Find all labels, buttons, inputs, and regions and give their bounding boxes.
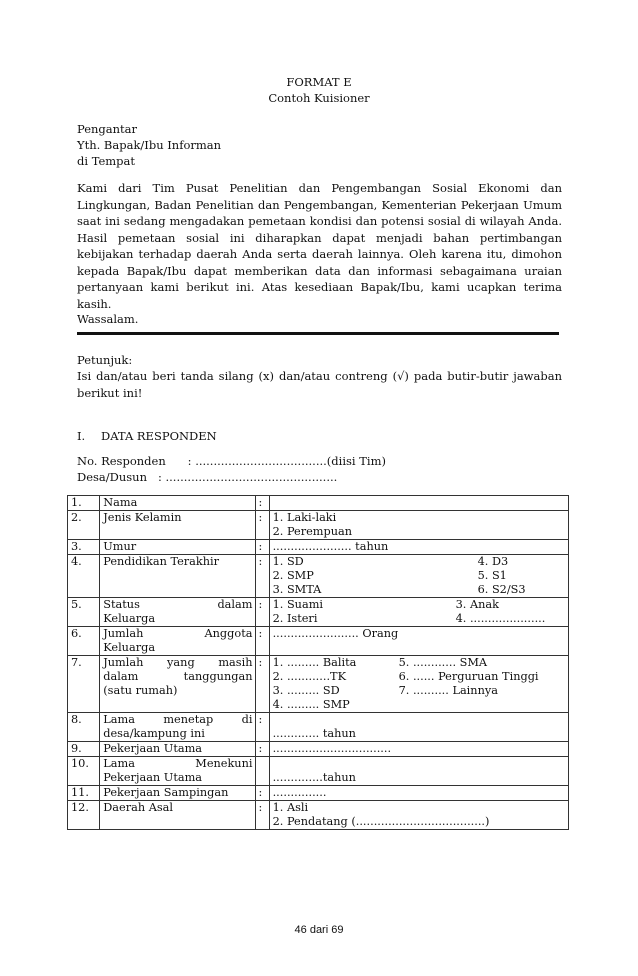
table-row	[68, 540, 569, 555]
option[interactable]: 2. SMP	[272, 569, 314, 582]
table-row	[68, 801, 569, 830]
field-label	[100, 713, 256, 742]
row-number: 8.	[68, 713, 100, 742]
table-row	[68, 742, 569, 757]
row-number: 7.	[68, 656, 100, 713]
field-label: Umur	[100, 540, 256, 555]
option[interactable]: ..............tahun	[272, 771, 356, 784]
option[interactable]: 2. Pendatang (....................................)	[272, 815, 490, 828]
address-line-3: di Tempat	[77, 154, 136, 168]
option[interactable]: 3. Anak	[455, 598, 499, 611]
row-number: 5.	[68, 598, 100, 627]
label-word: Keluarga	[103, 641, 156, 654]
field-label: Pekerjaan Sampingan	[100, 786, 256, 801]
separator: :	[256, 540, 269, 555]
answer-field[interactable]	[269, 511, 568, 540]
separator	[256, 757, 269, 786]
field-label: Pekerjaan Utama	[100, 742, 256, 757]
option[interactable]: 5. S1	[477, 569, 507, 582]
option[interactable]: 7. .......... Lainnya	[398, 684, 498, 697]
option[interactable]: 2. Isteri	[272, 612, 318, 625]
option[interactable]: 2. ............TK	[272, 670, 347, 683]
label-word: di	[241, 713, 253, 726]
table-row	[68, 598, 569, 627]
label-word: Menekuni	[195, 757, 253, 770]
row-number: 9.	[68, 742, 100, 757]
separator: :	[256, 742, 269, 757]
answer-field[interactable]: ........................ Orang	[269, 627, 568, 656]
answer-field[interactable]	[269, 713, 568, 742]
label-line: Pekerjaan Utama	[103, 771, 203, 784]
village-line: Desa/Dusun : ...............................................	[77, 470, 338, 484]
option[interactable]: 1. Asli	[272, 801, 309, 814]
label-word: Lama	[103, 757, 135, 770]
answer-field[interactable]: .................................	[269, 742, 568, 757]
field-label	[100, 656, 256, 713]
row-number: 11.	[68, 786, 100, 801]
separator: :	[256, 511, 269, 540]
option[interactable]: 3. ......... SD	[272, 684, 340, 697]
separator: :	[256, 598, 269, 627]
separator: :	[256, 496, 269, 511]
separator: :	[256, 801, 269, 830]
instruction-text: Isi dan/atau beri tanda silang (x) dan/atau contreng (√) pada butir-butir jawaban berikut ini!	[77, 369, 562, 400]
row-number: 2.	[68, 511, 100, 540]
row-number: 4.	[68, 555, 100, 598]
page-number: 46 dari 69	[294, 924, 344, 936]
answer-field[interactable]: ...............	[269, 786, 568, 801]
option[interactable]: 2. Perempuan	[272, 525, 353, 538]
table-row	[68, 496, 569, 511]
field-label: Daerah Asal	[100, 801, 256, 830]
address-line-2: Yth. Bapak/Ibu Informan	[77, 138, 222, 152]
separator: :	[256, 627, 269, 656]
intro-paragraph: Kami dari Tim Pusat Penelitian dan Pengembangan Sosial Ekonomi dan Lingkungan, Badan Penelitian dan Pengembangan, Kementerian Pekerjaan Umum saat ini sedang mengadakan pemetaan kondisi dan potensi sosial di wilayah Anda. Hasil pemetaan sosial ini diharapkan dapat menjadi bahan pertimbangan kebijakan terhadap daerah Anda serta daerah lainnya. Oleh karena itu, dimohon kepada Bapak/Ibu dapat memberikan data dan informasi sebagaimana uraian pertanyaan kami berikut ini. Atas kesediaan Bapak/Ibu, kami ucapkan terima kasih.	[77, 181, 562, 311]
option[interactable]: 1. Suami	[272, 598, 324, 611]
field-label: Nama	[100, 496, 256, 511]
row-number: 12.	[68, 801, 100, 830]
option[interactable]: 6. S2/S3	[477, 583, 526, 596]
answer-field[interactable]	[269, 598, 568, 627]
label-word: dalam	[217, 598, 253, 611]
option[interactable]: 6. ...... Perguruan Tinggi	[398, 670, 539, 683]
table-row	[68, 656, 569, 713]
option[interactable]: 5. ............ SMA	[398, 656, 488, 669]
table-row	[68, 757, 569, 786]
label-word: Lama	[103, 713, 135, 726]
answer-field[interactable]	[269, 496, 568, 511]
table-row	[68, 555, 569, 598]
answer-field[interactable]	[269, 801, 568, 830]
field-label: Jenis Kelamin	[100, 511, 256, 540]
table-row	[68, 786, 569, 801]
address-line-1: Pengantar	[77, 122, 138, 136]
section-number: I.	[77, 429, 86, 443]
respondent-data-table	[67, 495, 569, 830]
label-word: Keluarga	[103, 612, 156, 625]
field-label	[100, 757, 256, 786]
row-number: 6.	[68, 627, 100, 656]
answer-field[interactable]	[269, 656, 568, 713]
answer-field[interactable]	[269, 757, 568, 786]
table-row	[68, 713, 569, 742]
separator: :	[256, 713, 269, 742]
option[interactable]: 4. ......... SMP	[272, 698, 350, 711]
label-line: dalam tanggungan	[103, 670, 253, 683]
answer-field[interactable]: ...................... tahun	[269, 540, 568, 555]
row-number: 1.	[68, 496, 100, 511]
separator: :	[256, 786, 269, 801]
label-word: Jumlah	[103, 627, 144, 640]
format-heading: FORMAT E	[286, 75, 352, 89]
option[interactable]: 1. ......... Balita	[272, 656, 357, 669]
table-row	[68, 511, 569, 540]
label-word: Status	[103, 598, 140, 611]
row-number: 10.	[68, 757, 100, 786]
respondent-number-line: No. Responden : ....................................(diisi Tim)	[77, 454, 386, 468]
field-label: Pendidikan Terakhir	[100, 555, 256, 598]
answer-field[interactable]	[269, 555, 568, 598]
option[interactable]: 4. D3	[477, 555, 509, 568]
option[interactable]: 1. SD	[272, 555, 304, 568]
separator: :	[256, 555, 269, 598]
label-line: desa/kampung ini	[103, 727, 205, 740]
section-title: DATA RESPONDEN	[101, 429, 217, 443]
label-word: Anggota	[204, 627, 253, 640]
label-line: Jumlah yang masih	[103, 656, 253, 669]
option[interactable]: 4. .....................	[455, 612, 546, 625]
row-number: 3.	[68, 540, 100, 555]
instruction-title: Petunjuk:	[77, 353, 133, 367]
label-line: (satu rumah)	[103, 684, 178, 697]
option[interactable]: 3. SMTA	[272, 583, 322, 596]
format-subtitle: Contoh Kuisioner	[268, 91, 370, 105]
label-word: menetap	[163, 713, 214, 726]
field-label	[100, 627, 256, 656]
closing-text: Wassalam.	[77, 312, 139, 326]
separator: :	[256, 656, 269, 713]
option[interactable]: 1. Laki-laki	[272, 511, 337, 524]
field-label	[100, 598, 256, 627]
table-row	[68, 627, 569, 656]
divider-line	[77, 332, 559, 335]
option[interactable]: ............. tahun	[272, 727, 356, 740]
